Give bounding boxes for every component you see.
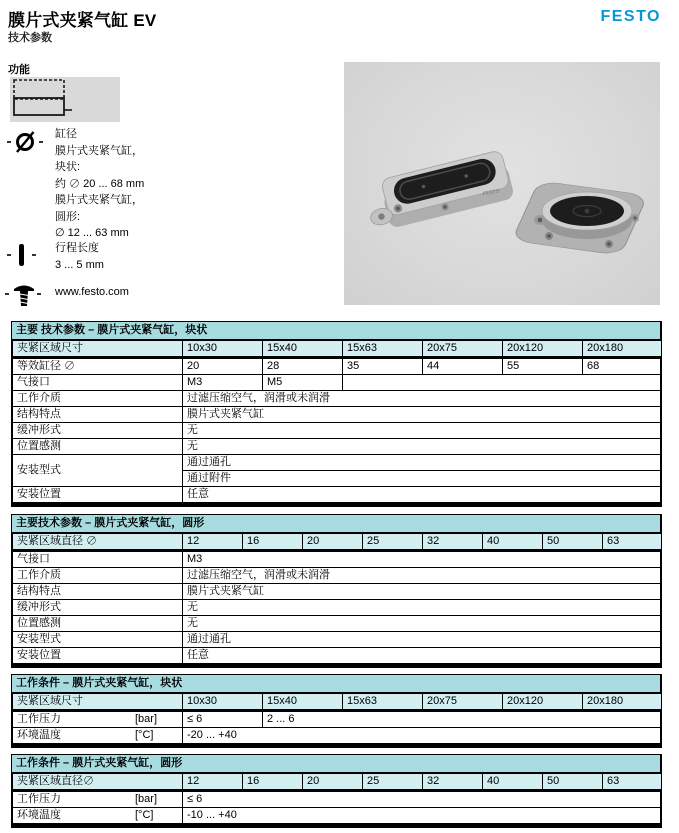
bore-diameter-icon <box>6 129 46 160</box>
table-header-cell: 20x120 <box>503 694 583 711</box>
table-cell: 缓冲形式 <box>13 600 183 616</box>
table-header-cell: 63 <box>603 534 662 551</box>
table-header-cell: 夹紧区域直径 ∅ <box>13 534 183 551</box>
table-cell: 20 <box>183 358 263 375</box>
product-photo <box>344 62 660 305</box>
table-cell: 68 <box>583 358 662 375</box>
table-cell: ≤ 6 <box>183 791 662 808</box>
table-header-cell: 50 <box>543 774 603 791</box>
table-operating-conditions-round <box>11 754 662 828</box>
table-cell: 55 <box>503 358 583 375</box>
table-cell: 28 <box>263 358 343 375</box>
table-cell: 无 <box>183 616 662 632</box>
bore-line: ∅ 12 ... 63 mm <box>55 227 129 239</box>
screw-icon <box>4 279 44 314</box>
bore-line: 圆形: <box>55 210 81 223</box>
table-cell: 35 <box>343 358 423 375</box>
page-title: 膜片式夹紧气缸 EV <box>8 11 157 30</box>
table-title: 主要技术参数 – 膜片式夹紧气缸，圆形 <box>12 515 660 533</box>
table-cell: 膜片式夹紧气缸 <box>183 584 662 600</box>
table-header-cell: 20 <box>303 534 363 551</box>
table-cell: 等效缸径 ∅ <box>13 358 183 375</box>
bore-line: 块状: <box>55 161 81 173</box>
table-cell: 安装型式 <box>13 632 183 648</box>
function-label: 功能 <box>8 64 30 76</box>
table-header-cell: 15x40 <box>263 694 343 711</box>
table-cell: 工作压力 [bar] <box>13 711 183 728</box>
table-cell: 无 <box>183 423 662 439</box>
table-header-cell: 25 <box>363 774 423 791</box>
table-header-cell: 32 <box>423 774 483 791</box>
table-header-cell: 20x75 <box>423 341 503 358</box>
bore-line: 约 ∅ 20 ... 68 mm <box>55 177 145 190</box>
website-link[interactable]: www.festo.com <box>55 286 129 298</box>
table-header-cell: 63 <box>603 774 662 791</box>
table-operating-conditions-block <box>11 674 662 748</box>
table-main-specs-block <box>11 321 662 507</box>
table-header-cell: 20x120 <box>503 341 583 358</box>
table-header-cell: 20x180 <box>583 694 662 711</box>
table-cell: ≤ 6 <box>183 711 263 728</box>
table-cell: -10 ... +40 <box>183 808 662 824</box>
table-header-cell: 15x63 <box>343 341 423 358</box>
website-link-wrap <box>55 284 129 301</box>
table-cell: 通过通孔 <box>183 455 662 471</box>
table-cell <box>343 375 662 391</box>
table-header-cell: 40 <box>483 774 543 791</box>
table-cell: 过滤压缩空气，润滑或未润滑 <box>183 568 662 584</box>
table-cell: M5 <box>263 375 343 391</box>
table-cell: 过滤压缩空气，润滑或未润滑 <box>183 391 662 407</box>
table-header-cell: 10x30 <box>183 694 263 711</box>
table-header-cell: 32 <box>423 534 483 551</box>
svg-text:FESTO: FESTO <box>482 188 501 198</box>
table-cell: 环境温度 [°C] <box>13 808 183 824</box>
table-cell: 结构特点 <box>13 407 183 423</box>
stroke-length-icon <box>6 242 40 273</box>
table-header-cell: 10x30 <box>183 341 263 358</box>
table-header-cell: 夹紧区域直径∅ <box>13 774 183 791</box>
table-header-cell: 夹紧区域尺寸 <box>13 341 183 358</box>
table-cell: 工作介质 <box>13 391 183 407</box>
bore-line: 膜片式夹紧气缸， <box>55 194 143 206</box>
stroke-line: 3 ... 5 mm <box>55 258 104 271</box>
page-subtitle: 技术参数 <box>8 32 52 44</box>
table-header-cell: 20x75 <box>423 694 503 711</box>
bore-line: 缸径 <box>55 128 77 140</box>
table-title: 工作条件 – 膜片式夹紧气缸，圆形 <box>12 755 660 773</box>
table-header-cell: 20x180 <box>583 341 662 358</box>
table-cell: 无 <box>183 600 662 616</box>
table-header-cell: 50 <box>543 534 603 551</box>
function-diagram-icon <box>10 77 120 122</box>
table-header-cell: 16 <box>243 774 303 791</box>
table-cell: 气接口 <box>13 375 183 391</box>
table-cell: 任意 <box>183 648 662 664</box>
table-cell: 工作介质 <box>13 568 183 584</box>
stroke-description <box>55 240 104 273</box>
table-cell: 44 <box>423 358 503 375</box>
stroke-line: 行程长度 <box>55 242 99 254</box>
table-header-cell: 12 <box>183 534 243 551</box>
table-cell: 位置感测 <box>13 616 183 632</box>
table-cell: 安装位置 <box>13 648 183 664</box>
table-cell: -20 ... +40 <box>183 728 662 744</box>
table-header-cell: 15x63 <box>343 694 423 711</box>
table-main-specs-round <box>11 514 662 668</box>
table-cell: 环境温度 [°C] <box>13 728 183 744</box>
product-photo-render <box>344 62 660 305</box>
table-cell: 缓冲形式 <box>13 423 183 439</box>
table-title: 工作条件 – 膜片式夹紧气缸，块状 <box>12 675 660 693</box>
table-cell: 位置感测 <box>13 439 183 455</box>
table-header-cell: 25 <box>363 534 423 551</box>
table-header-cell: 16 <box>243 534 303 551</box>
table-cell: 通过附件 <box>183 471 662 487</box>
table-cell: 2 ... 6 <box>263 711 662 728</box>
table-cell: M3 <box>183 551 662 568</box>
table-header-cell: 12 <box>183 774 243 791</box>
table-cell: 任意 <box>183 487 662 503</box>
table-cell: 通过通孔 <box>183 632 662 648</box>
table-header-cell: 夹紧区域尺寸 <box>13 694 183 711</box>
table-cell: 膜片式夹紧气缸 <box>183 407 662 423</box>
function-diagram <box>10 77 120 122</box>
table-header-cell: 15x40 <box>263 341 343 358</box>
bore-line: 膜片式夹紧气缸， <box>55 144 143 157</box>
festo-logo: FESTO <box>600 8 661 25</box>
table-cell: 无 <box>183 439 662 455</box>
table-cell: 气接口 <box>13 551 183 568</box>
table-title: 主要 技术参数 – 膜片式夹紧气缸，块状 <box>12 322 660 340</box>
table-cell: 安装型式 <box>13 455 183 487</box>
bore-description <box>55 126 144 242</box>
table-header-cell: 40 <box>483 534 543 551</box>
table-cell: 工作压力 [bar] <box>13 791 183 808</box>
table-cell: 安装位置 <box>13 487 183 503</box>
table-cell: 结构特点 <box>13 584 183 600</box>
table-cell: M3 <box>183 375 263 391</box>
table-header-cell: 20 <box>303 774 363 791</box>
